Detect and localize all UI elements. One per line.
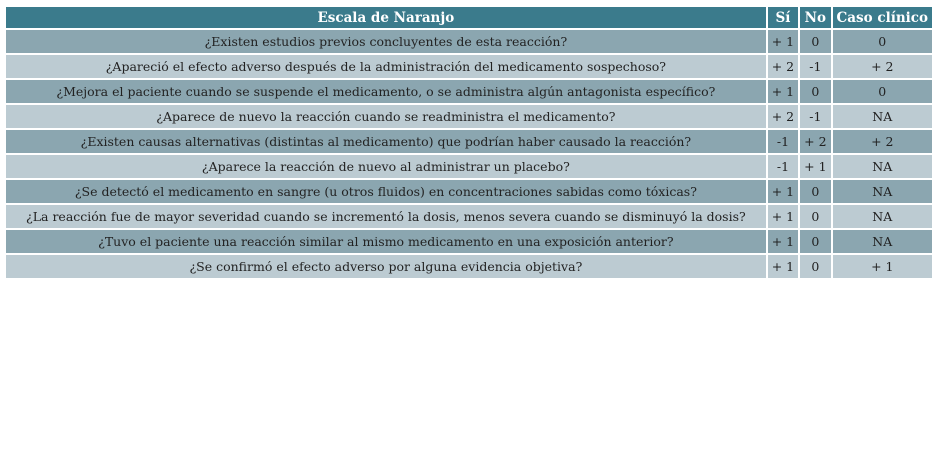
si-cell: + 1 [768,205,798,228]
table-row [6,180,932,203]
caso-cell: NA [833,180,932,203]
no-cell: 0 [800,30,830,53]
caso-cell: + 1 [833,255,932,278]
question-cell: ¿Tuvo el paciente una reacción similar al mismo medicamento en una exposición anterior? [6,230,766,253]
si-cell: + 1 [768,255,798,278]
si-cell: + 1 [768,230,798,253]
no-cell: + 1 [800,155,830,178]
table-row [6,105,932,128]
table-row [6,205,932,228]
no-cell: 0 [800,230,830,253]
no-cell: + 2 [800,130,830,153]
table-row [6,155,932,178]
caso-cell: 0 [833,30,932,53]
caso-cell: NA [833,230,932,253]
question-cell: ¿Se detectó el medicamento en sangre (u otros fluidos) en concentraciones sabidas como tóxicas? [6,180,766,203]
no-cell: 0 [800,80,830,103]
question-cell: ¿Apareció el efecto adverso después de la administración del medicamento sospechoso? [6,55,766,78]
table-row [6,255,932,278]
question-cell: ¿Aparece la reacción de nuevo al administrar un placebo? [6,155,766,178]
table-row [6,130,932,153]
table-row [6,230,932,253]
header-no: No [800,7,830,28]
question-cell: ¿Existen causas alternativas (distintas al medicamento) que podrían haber causado la reacción? [6,130,766,153]
table-row [6,30,932,53]
header-escala-de-naranjo: Escala de Naranjo [6,7,766,28]
caso-cell: + 2 [833,130,932,153]
no-cell: 0 [800,180,830,203]
table-header-row [6,7,932,28]
no-cell: 0 [800,205,830,228]
no-cell: -1 [800,105,830,128]
question-cell: ¿Se confirmó el efecto adverso por alguna evidencia objetiva? [6,255,766,278]
caso-cell: NA [833,105,932,128]
si-cell: + 2 [768,55,798,78]
table-row [6,55,932,78]
si-cell: + 1 [768,80,798,103]
si-cell: + 1 [768,30,798,53]
header-si: Sí [768,7,798,28]
caso-cell: + 2 [833,55,932,78]
caso-cell: 0 [833,80,932,103]
naranjo-scale-container [4,5,934,280]
header-caso-clinico: Caso clínico [833,7,932,28]
caso-cell: NA [833,155,932,178]
si-cell: -1 [768,155,798,178]
si-cell: + 2 [768,105,798,128]
si-cell: -1 [768,130,798,153]
no-cell: -1 [800,55,830,78]
naranjo-scale-table [4,5,934,280]
caso-cell: NA [833,205,932,228]
no-cell: 0 [800,255,830,278]
question-cell: ¿Existen estudios previos concluyentes de esta reacción? [6,30,766,53]
table-row [6,80,932,103]
question-cell: ¿Aparece de nuevo la reacción cuando se readministra el medicamento? [6,105,766,128]
question-cell: ¿Mejora el paciente cuando se suspende el medicamento, o se administra algún antagonista específico? [6,80,766,103]
question-cell: ¿La reacción fue de mayor severidad cuando se incrementó la dosis, menos severa cuando se disminuyó la dosis? [6,205,766,228]
si-cell: + 1 [768,180,798,203]
